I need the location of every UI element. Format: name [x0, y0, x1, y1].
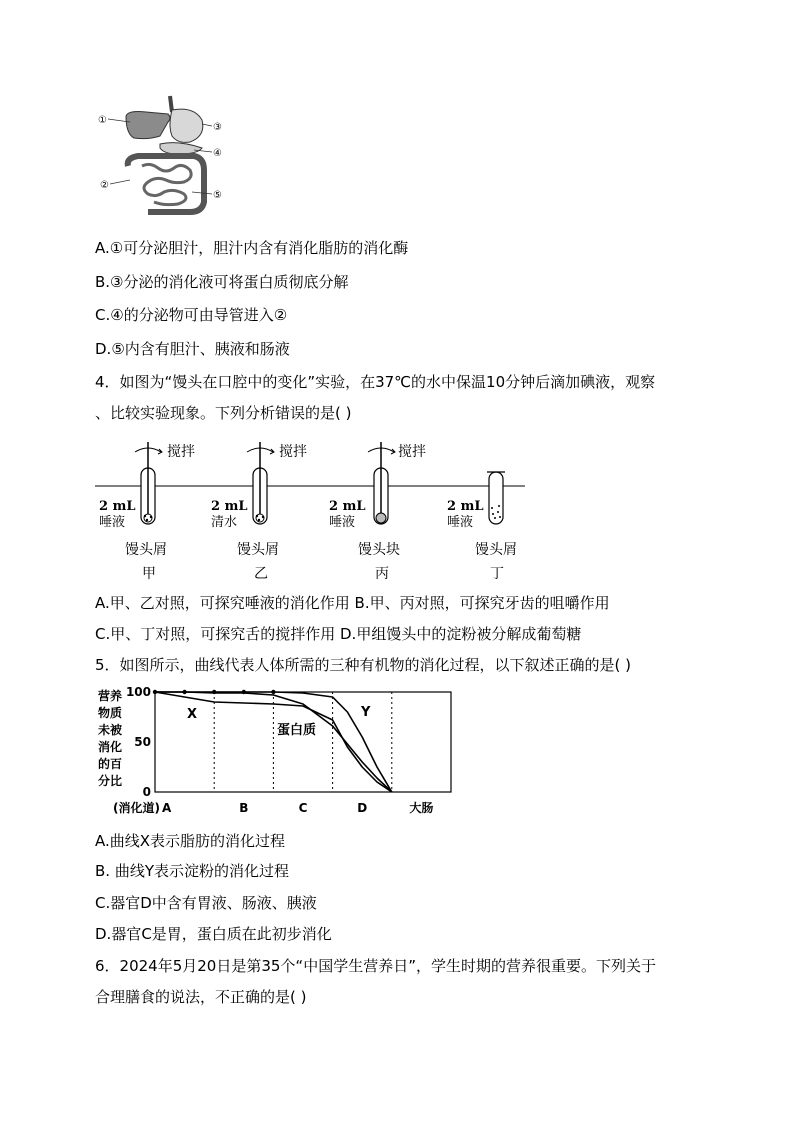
- tube3-name: 丙: [375, 566, 389, 582]
- y-label-line2: 物质: [98, 706, 123, 720]
- label-3: ③: [213, 122, 222, 133]
- tube-jia: [135, 442, 162, 524]
- stir-label-2: 搅拌: [279, 444, 307, 460]
- y-tick-label: 100: [125, 686, 151, 699]
- y-label-line6: 分比: [98, 774, 123, 788]
- y-label-line3: 未被: [98, 723, 123, 737]
- q5-stem: 5．如图所示，曲线代表人体所需的三种有机物的消化过程，以下叙述正确的是( ): [95, 656, 632, 674]
- series-label-x: X: [187, 707, 198, 722]
- pancreas-shape: [160, 143, 202, 154]
- y-label-line4: 消化: [98, 740, 123, 754]
- q3-option-c: C.④的分泌物可由导管进入②: [95, 306, 288, 324]
- q5-option-b: B. 曲线Y表示淀粉的消化过程: [95, 862, 289, 880]
- tube2-name: 乙: [254, 566, 268, 582]
- q4-stem-line2: 、比较实验现象。下列分析错误的是( ): [95, 404, 352, 422]
- data-marker: [242, 690, 246, 694]
- stir-label-3: 搅拌: [398, 444, 426, 460]
- tube1-amount: 2 mL: [99, 499, 136, 514]
- tube1-liquid: 唾液: [99, 515, 126, 530]
- q6-stem-line1: 6．2024年5月20日是第35个“中国学生营养日”，学生时期的营养很重要。下列关于: [95, 957, 656, 975]
- q4-stem-line1: 4．如图为“馒头在口腔中的变化”实验，在37℃的水中保温10分钟后滴加碘液，观察: [95, 373, 656, 391]
- q5-option-d: D.器官C是胃，蛋白质在此初步消化: [95, 925, 332, 943]
- y-tick-label: 0: [142, 785, 151, 799]
- series-label-protein: 蛋白质: [277, 723, 317, 738]
- tube2-amount: 2 mL: [211, 499, 248, 514]
- q5-option-a: A.曲线X表示脂肪的消化过程: [95, 832, 286, 850]
- x-category-label: 大肠: [409, 801, 434, 815]
- stomach-shape: [170, 109, 203, 142]
- series-label-y: Y: [361, 705, 371, 720]
- data-marker: [153, 690, 157, 694]
- digestion-curve-chart: [95, 686, 465, 820]
- tube2-food: 馒头屑: [237, 542, 279, 558]
- tube4-liquid: 唾液: [447, 515, 474, 530]
- stir-label-1: 搅拌: [167, 444, 195, 460]
- y-label-group: [98, 688, 123, 788]
- plot-frame: [155, 692, 451, 792]
- data-marker: [271, 690, 275, 694]
- data-marker: [212, 690, 216, 694]
- y-tick-label: 50: [134, 735, 151, 749]
- x-category-label: B: [239, 801, 249, 815]
- label-4: ④: [213, 148, 222, 159]
- tube1-name: 甲: [142, 566, 156, 582]
- tube-bing: [368, 442, 395, 524]
- x-category-label: D: [357, 801, 368, 815]
- tube4-amount: 2 mL: [447, 499, 484, 514]
- tube4-name: 丁: [490, 566, 504, 582]
- q5-option-c: C.器官D中含有胃液、肠液、胰液: [95, 894, 317, 912]
- liver-shape: [126, 112, 170, 139]
- tube-ding: [487, 472, 505, 524]
- q3-option-a: A.①可分泌胆汁，胆汁内含有消化脂肪的消化酶: [95, 239, 409, 257]
- data-marker: [182, 690, 186, 694]
- tube2-liquid: 清水: [211, 515, 238, 530]
- small-intestine-shape: [142, 164, 191, 204]
- digestive-system-figure: [98, 92, 230, 218]
- label-2: ②: [100, 180, 109, 191]
- label-1: ①: [98, 115, 107, 126]
- q6-stem-line2: 合理膳食的说法，不正确的是( ): [95, 988, 307, 1006]
- tube3-liquid: 唾液: [329, 515, 356, 530]
- tube3-food: 馒头块: [358, 542, 400, 558]
- x-axis-label: (消化道): [113, 801, 160, 815]
- y-label-line1: 营养: [98, 689, 123, 703]
- y-label-line5: 的百: [98, 757, 123, 771]
- q3-option-b: B.③分泌的消化液可将蛋白质彻底分解: [95, 273, 349, 291]
- x-category-label: A: [161, 801, 172, 815]
- x-category-label: C: [298, 801, 308, 815]
- tube1-food: 馒头屑: [125, 542, 167, 558]
- tube4-food: 馒头屑: [475, 542, 517, 558]
- tube3-amount: 2 mL: [329, 499, 366, 514]
- test-tube-figure: [95, 434, 535, 584]
- label-5: ⑤: [213, 190, 222, 201]
- q3-option-d: D.⑤内含有胆汁、胰液和肠液: [95, 340, 290, 358]
- q4-options-line1: A.甲、乙对照，可探究唾液的消化作用 B.甲、丙对照，可探究牙齿的咀嚼作用: [95, 594, 610, 612]
- q4-options-line2: C.甲、丁对照，可探究舌的搅拌作用 D.甲组馒头中的淀粉被分解成葡萄糖: [95, 625, 582, 643]
- tube-yi: [247, 442, 274, 524]
